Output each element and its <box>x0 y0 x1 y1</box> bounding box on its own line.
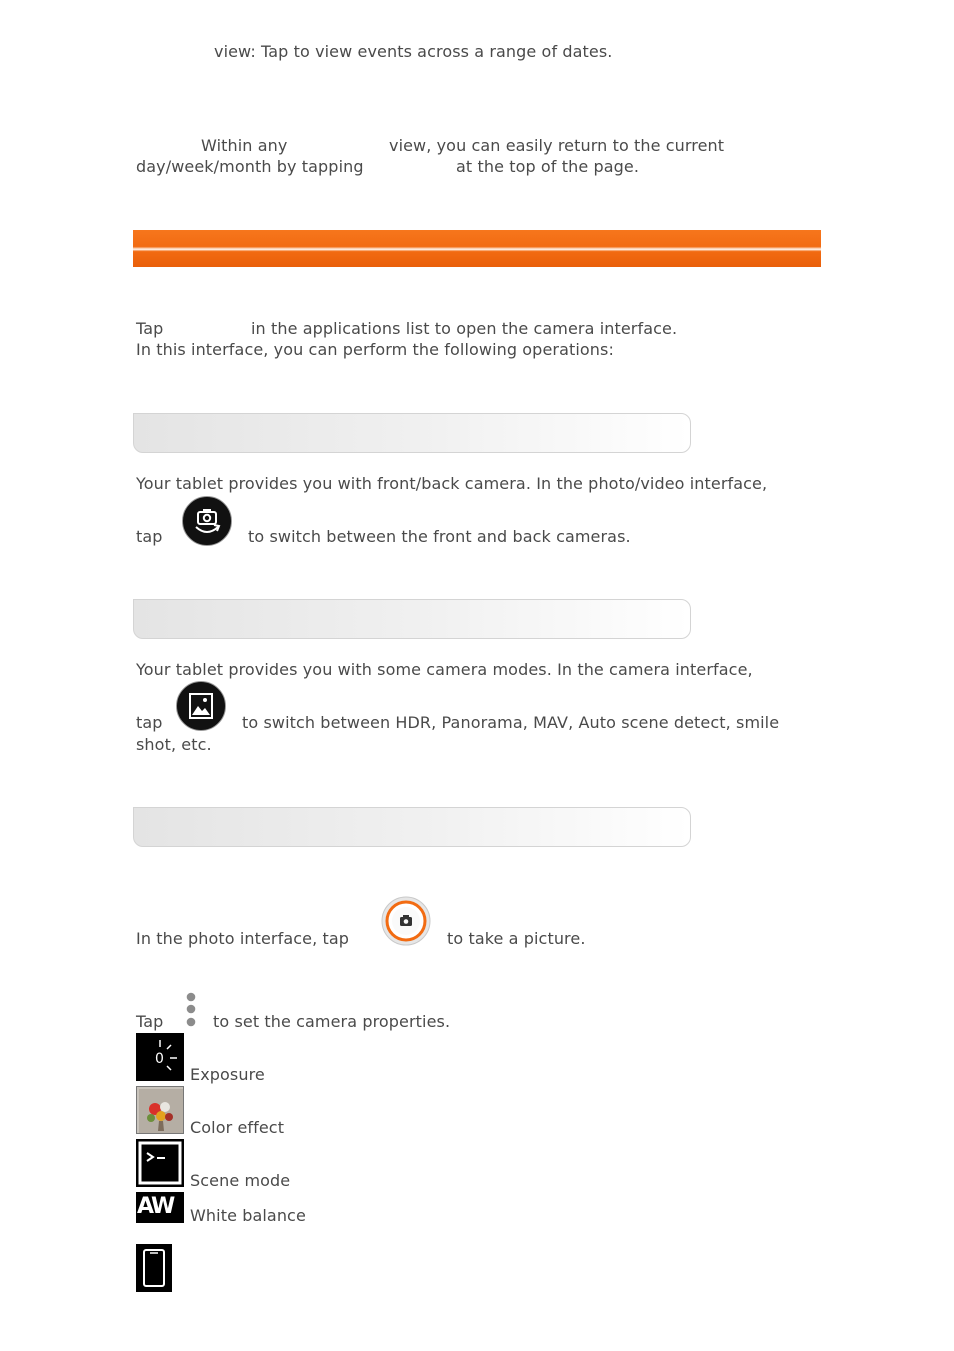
tip-text-2b: at the top of the page. <box>456 157 640 176</box>
property-label-white-balance: White balance <box>190 1206 306 1225</box>
modes-tap: tap <box>136 713 163 732</box>
shutter-icon[interactable] <box>381 896 431 946</box>
intro-tap: Tap <box>136 319 164 338</box>
modes-description: Your tablet provides you with some camera modes. In the camera interface, <box>136 660 753 679</box>
props-rest: to set the camera properties. <box>213 1012 451 1031</box>
tip-text-1b: view, you can easily return to the current <box>389 136 725 155</box>
white-balance-icon <box>136 1192 184 1223</box>
scene-mode-icon <box>136 1139 184 1187</box>
exposure-icon <box>136 1033 184 1081</box>
photo-text-a: In the photo interface, tap <box>136 929 349 948</box>
exposure-value: 0 <box>155 1051 164 1067</box>
menu-dots-icon[interactable] <box>185 991 197 1031</box>
camera-mode-icon[interactable] <box>176 681 226 731</box>
tip-text-2a: day/week/month by tapping <box>136 157 364 176</box>
intro-line-2: In this interface, you can perform the following operations: <box>136 340 614 359</box>
section-header-switch <box>133 413 691 453</box>
color-effect-icon <box>136 1086 184 1134</box>
switch-rest: to switch between the front and back cameras. <box>248 527 631 546</box>
tip-text-1a: Within any <box>201 136 288 155</box>
white-balance-glyph: AW <box>137 1194 174 1219</box>
props-tap: Tap <box>136 1012 164 1031</box>
chapter-header-bar <box>133 230 821 267</box>
section-header-photo <box>133 807 691 847</box>
switch-camera-icon[interactable] <box>182 496 232 546</box>
range-view-text: view: Tap to view events across a range of dates. <box>214 42 613 61</box>
phone-size-icon <box>136 1244 172 1292</box>
property-label-color-effect: Color effect <box>190 1118 285 1137</box>
switch-description: Your tablet provides you with front/back camera. In the photo/video interface, <box>136 474 768 493</box>
intro-line-1: in the applications list to open the camera interface. <box>251 319 678 338</box>
modes-rest: to switch between HDR, Panorama, MAV, Auto scene detect, smile <box>242 713 780 732</box>
property-label-exposure: Exposure <box>190 1065 265 1084</box>
section-header-modes <box>133 599 691 639</box>
property-label-scene-mode: Scene mode <box>190 1171 291 1190</box>
switch-tap: tap <box>136 527 163 546</box>
modes-rest-2: shot, etc. <box>136 735 212 754</box>
photo-text-b: to take a picture. <box>447 929 586 948</box>
